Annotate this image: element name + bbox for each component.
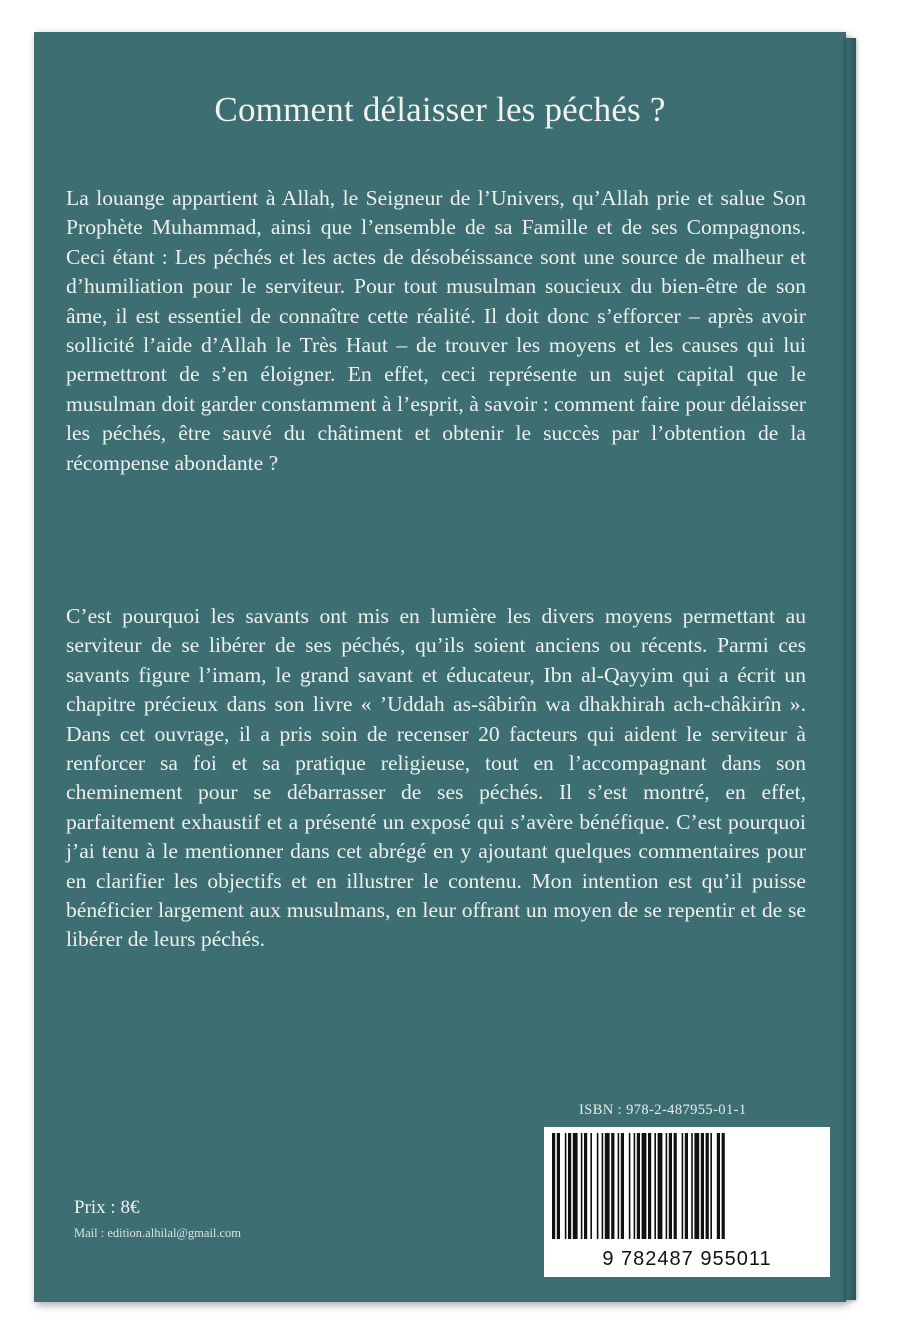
barcode-stripe xyxy=(597,1133,599,1239)
barcode-stripe xyxy=(611,1133,614,1239)
barcode-stripe xyxy=(642,1133,647,1239)
barcode xyxy=(544,1127,830,1277)
barcode-stripe xyxy=(621,1133,624,1239)
barcode-stripe xyxy=(573,1133,578,1239)
barcode-stripe xyxy=(706,1133,709,1239)
barcode-stripe xyxy=(701,1133,704,1239)
barcode-stripe xyxy=(666,1133,668,1239)
barcode-stripe xyxy=(669,1133,672,1239)
barcode-stripe xyxy=(654,1133,656,1239)
barcode-stripe xyxy=(674,1133,677,1239)
barcode-stripe xyxy=(590,1133,592,1239)
barcode-stripe xyxy=(618,1133,620,1239)
barcode-stripe xyxy=(557,1133,560,1239)
isbn-label: ISBN : 978-2-487955-01-1 xyxy=(579,1102,747,1118)
barcode-stripe xyxy=(602,1133,604,1239)
barcode-stripe xyxy=(648,1133,651,1239)
barcode-stripe xyxy=(634,1133,636,1239)
book-title: Comment délaisser les péchés ? xyxy=(214,90,666,129)
barcode-stripe xyxy=(722,1133,725,1239)
barcode-stripe xyxy=(552,1133,555,1239)
barcode-stripe xyxy=(658,1133,663,1239)
barcode-stripe xyxy=(694,1133,699,1239)
price-label: Prix : 8€ xyxy=(74,1197,140,1218)
blurb-paragraph-2: C’est pourquoi les savants ont mis en lumière les divers moyens permettant au serviteur de se libérer de ses péchés, qu’ils soient anciens ou récents. Parmi ces savants figure l’imam, le grand savant et éducateur, Ibn al-Qayyim qui a écrit un chapitre précieux dans son livre « ’Uddah as-sâbirîn wa dhakhirah ach-châkirîn ». Dans cet ouvrage, il a pris soin de recenser 20 facteurs qui aident le serviteur à renforcer sa foi et sa pratique religieuse, tout en l’accompagnant dans son cheminement pour se débarrasser de ses péchés. Il s’est montré, en effet, parfaitement exhaustif et a présenté un exposé qui s’avère bénéfique. C’est pourquoi j’ai tenu à le mentionner dans cet abrégé en y ajoutant quelques commentaires pour en clarifier les objectifs et en illustrer le contenu. Mon intention est qu’il puisse bénéficier largement aux musulmans, en leur offrant un moyen de se repentir et de se libérer de leurs péchés. xyxy=(66,604,806,952)
barcode-stripe xyxy=(682,1133,684,1239)
barcode-stripe xyxy=(710,1133,712,1239)
barcode-stripe xyxy=(685,1133,688,1239)
barcode-stripe xyxy=(717,1133,720,1239)
book-back-cover xyxy=(34,32,846,1302)
barcode-stripe xyxy=(637,1133,640,1239)
barcode-stripe xyxy=(691,1133,693,1239)
barcode-stripe xyxy=(605,1133,610,1239)
book-edge xyxy=(844,38,856,1300)
barcode-number: 9 782487 955011 xyxy=(602,1248,772,1270)
barcode-stripe xyxy=(565,1133,567,1239)
barcode-stripe xyxy=(629,1133,631,1239)
barcode-stripe xyxy=(584,1133,587,1239)
contact-email: Mail : edition.alhilal@gmail.com xyxy=(74,1226,242,1240)
barcode-bars xyxy=(550,1133,824,1241)
barcode-stripe xyxy=(568,1133,571,1239)
barcode-stripe xyxy=(581,1133,583,1239)
blurb-paragraph-1: La louange appartient à Allah, le Seigneur de l’Univers, qu’Allah prie et salue Son Prophète Muhammad, ainsi que l’ensemble de sa Famille et de ses Compagnons. Ceci étant : Les péchés et les actes de désobéissance sont une source de malheur et d’humiliation pour le serviteur. Pour tout musulman soucieux du bien-être de son âme, il est essentiel de connaître cette réalité. Il doit donc s’efforcer – après avoir sollicité l’aide d’Allah le Très Haut – de trouver les moyens et les causes qui lui permettront de s’en éloigner. En effet, ceci représente un sujet capital que le musulman doit garder constamment à l’esprit, à savoir : comment faire pour délaisser les péchés, être sauvé du châtiment et obtenir le succès par l’obtention de la récompense abondante ? xyxy=(66,186,806,475)
